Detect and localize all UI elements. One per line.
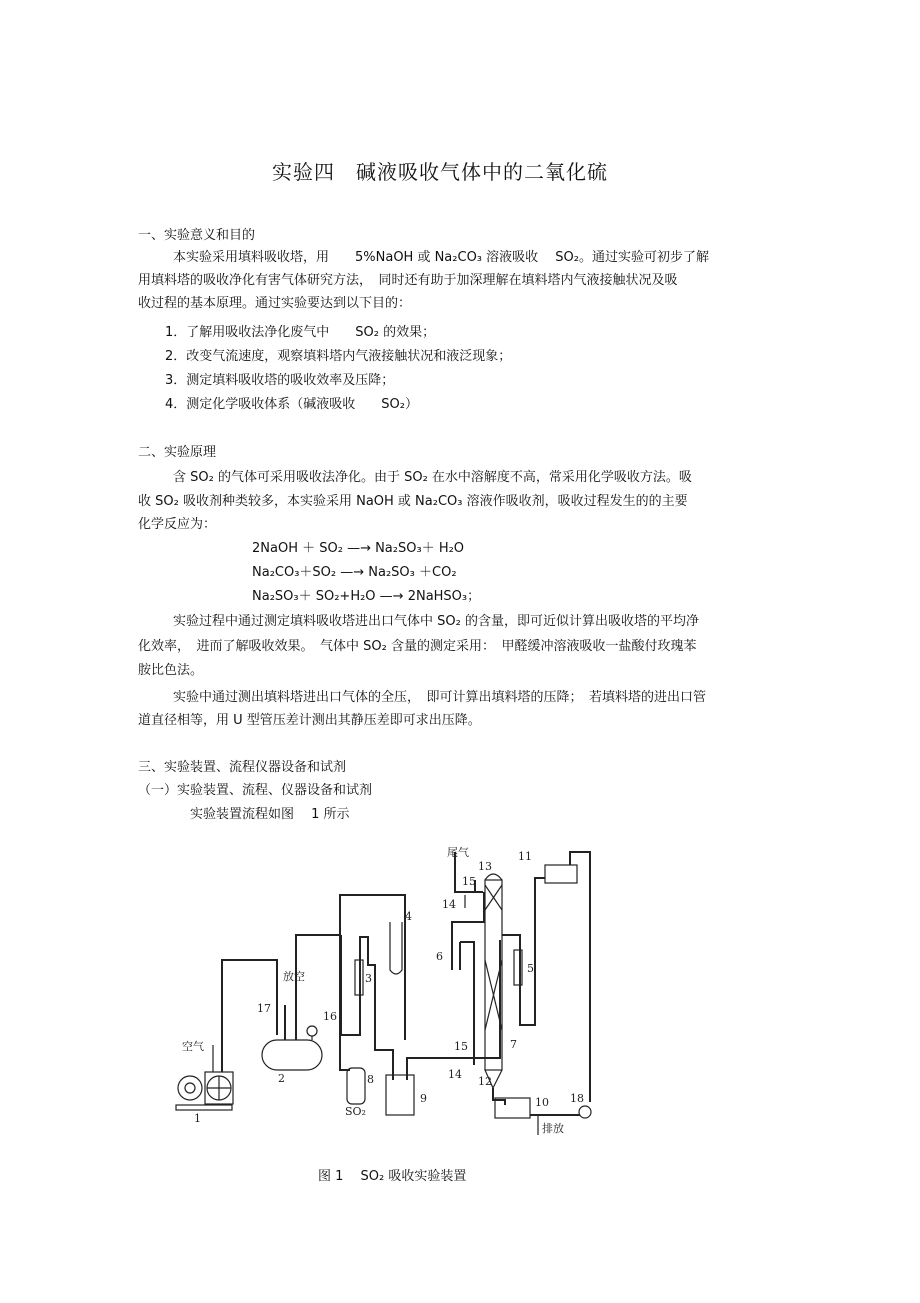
diagram-label: 11 bbox=[518, 850, 532, 863]
paragraph-line: 用填料塔的吸收净化有害气体研究方法， 同时还有助于加深理解在填料塔内气液接触状况及吸 bbox=[138, 273, 678, 288]
diagram-label: 9 bbox=[420, 1092, 427, 1105]
diagram-label: 13 bbox=[478, 860, 492, 873]
figure-caption: 图 1 SO₂ 吸收实验装置 bbox=[318, 1169, 467, 1184]
diagram-label: 5 bbox=[527, 962, 534, 975]
diagram-label: 17 bbox=[257, 1002, 271, 1015]
equation: Na₂CO₃＋SO₂ —→ Na₂SO₃ ＋CO₂ bbox=[252, 565, 457, 580]
page-title: 实验四 碱液吸收气体中的二氧化硫 bbox=[272, 160, 608, 184]
section-heading: 三、实验装置、流程仪器设备和试剂 bbox=[138, 760, 347, 775]
paragraph-line: 实验中通过测出填料塔进出口气体的全压， 即可计算出填料塔的压降； 若填料塔的进出口管 bbox=[173, 690, 707, 705]
diagram-label: 10 bbox=[535, 1096, 549, 1109]
diagram-label: 3 bbox=[365, 972, 372, 985]
figure-reference: 实验装置流程如图 1 所示 bbox=[190, 807, 350, 822]
pressure-gauge bbox=[307, 1026, 317, 1036]
diagram-label: 4 bbox=[405, 910, 412, 923]
list-item: 4．测定化学吸收体系（碱液吸收 SO₂） bbox=[165, 397, 418, 412]
paragraph-line: 收 SO₂ 吸收剂种类较多，本实验采用 NaOH 或 Na₂CO₃ 溶液作吸收剂，吸收过程发生的的主要 bbox=[138, 494, 688, 509]
diagram-label: 16 bbox=[323, 1010, 337, 1023]
mixing-bottle bbox=[386, 1075, 414, 1115]
paragraph-line: 胺比色法。 bbox=[138, 663, 204, 678]
so2-cylinder bbox=[347, 1068, 365, 1104]
diagram-label: 2 bbox=[278, 1072, 285, 1085]
paragraph-line: 道直径相等，用 U 型管压差计测出其静压差即可求出压降。 bbox=[138, 713, 481, 728]
diagram-label: 7 bbox=[510, 1038, 517, 1051]
diagram-label: 14 bbox=[448, 1068, 462, 1081]
paragraph-line: 收过程的基本原理。通过实验要达到以下目的： bbox=[138, 296, 412, 311]
diagram-label: 6 bbox=[436, 950, 443, 963]
diagram-label: 1 bbox=[194, 1112, 201, 1125]
diagram-label: 15 bbox=[454, 1040, 468, 1053]
apparatus-diagram bbox=[160, 840, 620, 1140]
diagram-label: SO₂ bbox=[345, 1105, 366, 1118]
circulation-pump bbox=[579, 1106, 591, 1118]
air-pump bbox=[176, 1072, 233, 1110]
diagram-label: 8 bbox=[367, 1073, 374, 1086]
diagram-label: 18 bbox=[570, 1092, 584, 1105]
diagram-label: 尾气 bbox=[447, 846, 469, 859]
diagram-label: 14 bbox=[442, 898, 456, 911]
equation: 2NaOH ＋ SO₂ —→ Na₂SO₃＋ H₂O bbox=[252, 541, 465, 556]
diagram-label: 空气 bbox=[182, 1040, 204, 1053]
section-heading: 一、实验意义和目的 bbox=[138, 228, 256, 243]
diagram-label: 12 bbox=[478, 1075, 492, 1088]
subsection-heading: （一）实验装置、流程、仪器设备和试剂 bbox=[138, 783, 373, 798]
paragraph-line: 实验过程中通过测定填料吸收塔进出口气体中 SO₂ 的含量，即可近似计算出吸收塔的平均净 bbox=[173, 614, 699, 629]
diagram-label: 放空 bbox=[283, 970, 305, 983]
paragraph-line: 化效率， 进而了解吸收效果。 气体中 SO₂ 含量的测定采用： 甲醛缓冲溶液吸收一盐酸付玫瑰苯 bbox=[138, 639, 697, 654]
equation: Na₂SO₃＋ SO₂+H₂O —→ 2NaHSO₃； bbox=[252, 589, 481, 604]
list-item: 3．测定填料吸收塔的吸收效率及压降； bbox=[165, 373, 395, 388]
paragraph-line: 化学反应为： bbox=[138, 517, 217, 532]
section-heading: 二、实验原理 bbox=[138, 445, 217, 460]
liquid-tank bbox=[545, 865, 577, 883]
paragraph-line: 本实验采用填料吸收塔，用 5%NaOH 或 Na₂CO₃ 溶液吸收 SO₂。通过实验可初步了解 bbox=[173, 250, 709, 265]
diagram-label: 15 bbox=[462, 875, 476, 888]
buffer-tank bbox=[262, 1040, 322, 1070]
list-item: 1．了解用吸收法净化废气中 SO₂ 的效果； bbox=[165, 325, 436, 340]
paragraph-line: 含 SO₂ 的气体可采用吸收法净化。由于 SO₂ 在水中溶解度不高，常采用化学吸收方法。吸 bbox=[173, 470, 692, 485]
list-item: 2．改变气流速度，观察填料塔内气液接触状况和液泛现象； bbox=[165, 349, 512, 364]
diagram-label: 排放 bbox=[542, 1122, 564, 1135]
